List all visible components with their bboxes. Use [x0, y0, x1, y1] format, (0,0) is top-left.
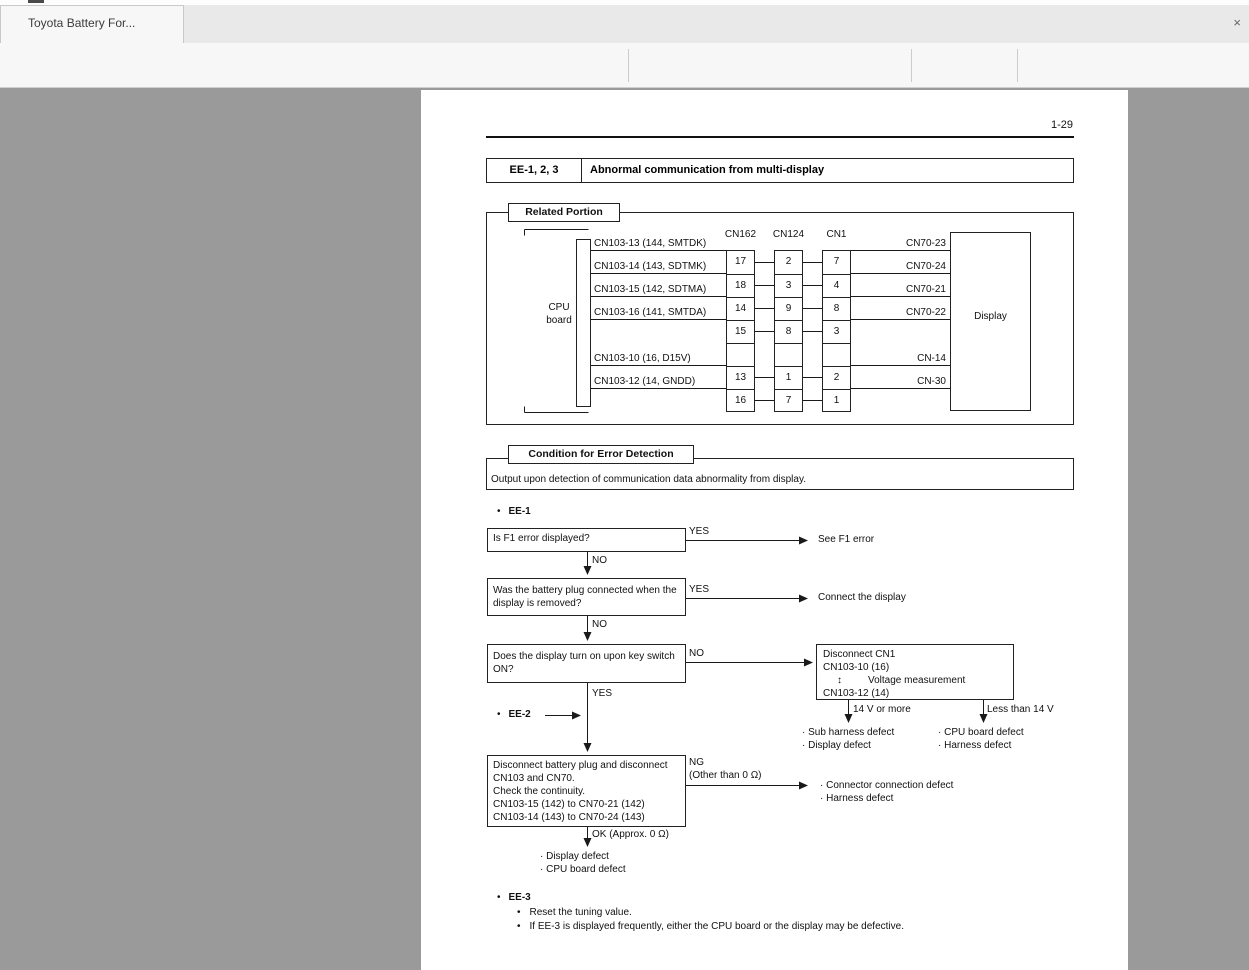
connector-name: CN1	[826, 229, 847, 240]
pdf-page	[421, 90, 1128, 970]
bullet-icon: •	[497, 892, 501, 903]
wire-label: CN103-15 (142, SDTMA)	[594, 284, 707, 295]
condition-label: Condition for Error Detection	[508, 445, 694, 464]
updown-arrow-icon: ↕	[837, 675, 842, 686]
ee3-heading: • EE-3	[497, 892, 531, 903]
header-rule	[486, 136, 1074, 138]
toolbar-divider	[628, 49, 629, 82]
branch-results: · Sub harness defect · Display defect	[802, 727, 895, 751]
wire-label: CN103-10 (16, D15V)	[594, 353, 691, 364]
no-label: NO	[689, 648, 704, 659]
toolbar-divider	[1017, 49, 1018, 82]
ng-label: NG	[689, 757, 704, 768]
error-header-box	[486, 158, 1074, 183]
menu-fragment	[28, 0, 44, 3]
condition-text: Output upon detection of communication data abnormality from display.	[491, 474, 806, 485]
bullet-icon: •	[517, 921, 521, 932]
document-tab[interactable]	[0, 5, 1241, 43]
ee3-item: • Reset the tuning value.	[517, 907, 632, 918]
related-portion-label: Related Portion	[508, 203, 620, 222]
document-canvas	[0, 88, 1249, 959]
yes-label: YES	[689, 584, 710, 595]
ok-label: OK (Approx. 0 Ω)	[592, 829, 669, 840]
yes-label: YES	[592, 688, 613, 699]
tab-title: Toyota Battery For...	[28, 16, 136, 30]
ee3-item: • If EE-3 is displayed frequently, either the CPU board or the display may be defective.	[517, 921, 904, 932]
ng-detail: (Other than 0 Ω)	[689, 770, 762, 781]
tab-bar	[0, 5, 1249, 43]
wire-label: CN103-16 (141, SMTDA)	[594, 307, 707, 318]
wire-label: CN-30	[917, 376, 946, 387]
bullet-icon: •	[497, 506, 501, 517]
cpu-connector-bracket	[576, 239, 591, 407]
no-label: NO	[592, 555, 607, 566]
display-label: Display	[974, 311, 1007, 322]
connector-name: CN124	[772, 229, 805, 240]
wire-label: CN103-13 (144, SMTDK)	[594, 238, 707, 249]
error-code: EE-1, 2, 3	[487, 159, 582, 182]
connector-column-cn124: 2 3 9 8 1 7	[774, 250, 803, 412]
tab-close-icon[interactable]: ×	[1233, 15, 1241, 30]
ok-results: · Display defect · CPU board defect	[540, 851, 626, 875]
flow-question-2: Was the battery plug connected when the display is removed?	[487, 578, 686, 616]
continuity-check-box: Disconnect battery plug and disconnect CN103 and CN70. Check the continuity. CN103-15 (142) to CN70-21 (142) CN103-14 (143) to CN70-24 (143)	[487, 755, 686, 827]
wire-label: CN-14	[917, 353, 946, 364]
yes-label: YES	[689, 526, 710, 537]
toolbar-divider	[911, 49, 912, 82]
flow-result-1: See F1 error	[818, 534, 875, 545]
error-title: Abnormal communication from multi-display	[590, 164, 825, 176]
ee1-heading: • EE-1	[497, 506, 531, 517]
wire-label: CN70-22	[905, 307, 946, 318]
flow-result-2: Connect the display	[818, 592, 906, 603]
wire-label: CN103-12 (14, GNDD)	[594, 376, 696, 387]
no-label: NO	[592, 619, 607, 630]
branch-label: 14 V or more	[853, 704, 911, 715]
branch-results: · CPU board defect · Harness defect	[938, 727, 1024, 751]
wire-label: CN70-23	[905, 238, 946, 249]
bullet-icon: •	[517, 907, 521, 918]
bullet-icon: •	[497, 709, 501, 720]
wire-label: CN70-24	[905, 261, 946, 272]
wire-label: CN103-14 (143, SDTMK)	[594, 261, 707, 272]
connector-name: CN162	[724, 229, 757, 240]
display-box	[950, 232, 1031, 411]
toolbar	[0, 43, 1249, 88]
page-number: 1-29	[1050, 119, 1073, 131]
connector-column-cn162: 17 18 14 15 13 16	[726, 250, 755, 412]
connector-column-cn1: 7 4 8 3 2 1	[822, 250, 851, 412]
cpu-board-label: CPU board	[546, 302, 572, 326]
flow-question-1: Is F1 error displayed?	[487, 528, 686, 552]
voltage-measure-box: Disconnect CN1 CN103-10 (16) ↕ Voltage measurement CN103-12 (14)	[816, 644, 1014, 700]
branch-label: Less than 14 V	[987, 704, 1054, 715]
ee2-heading: • EE-2	[497, 709, 531, 720]
flow-question-3: Does the display turn on upon key switch ON?	[487, 644, 686, 683]
ng-results: · Connector connection defect · Harness defect	[820, 780, 954, 804]
wire-label: CN70-21	[905, 284, 946, 295]
